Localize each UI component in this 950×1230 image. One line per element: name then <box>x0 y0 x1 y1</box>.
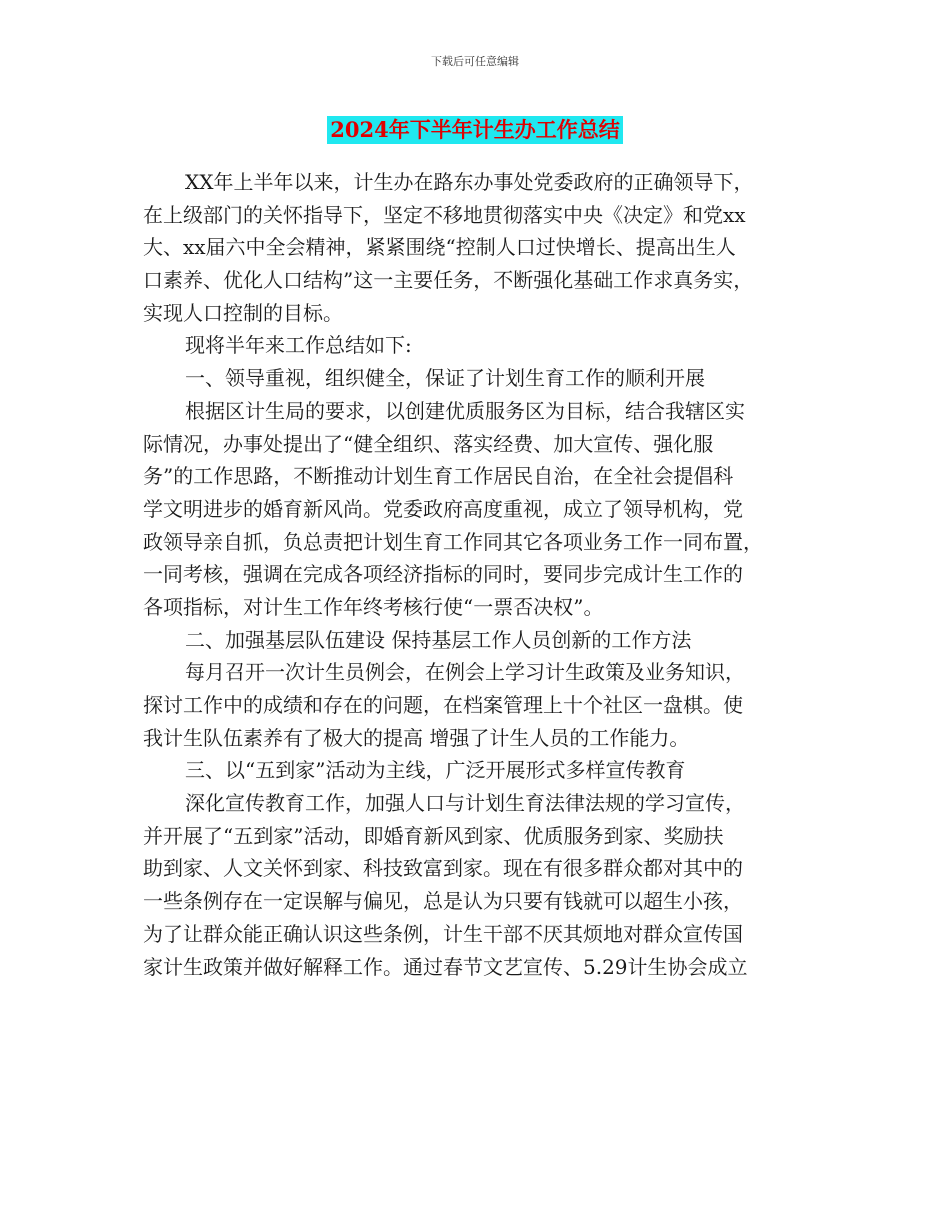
body-text-line: 根据区计生局的要求，以创建优质服务区为目标，结合我辖区实 <box>185 398 745 423</box>
body-text-line: 务”的工作思路，不断推动计划生育工作居民自治，在全社会提倡科 <box>143 464 734 489</box>
body-text-line: 各项指标，对计生工作年终考核行使“一票否决权”。 <box>143 594 604 619</box>
body-text-line: 学文明进步的婚育新风尚。党委政府高度重视，成立了领导机构，党 <box>143 496 743 521</box>
body-text-line: 二、加强基层队伍建设 保持基层工作人员创新的工作方法 <box>185 627 692 652</box>
body-text-line: 大、xx届六中全会精神，紧紧围绕“控制人口过快增长、提高出生人 <box>143 235 736 260</box>
document-title: 2024年下半年计生办工作总结 <box>327 116 622 144</box>
body-text-line: 我计生队伍素养有了极大的提高 增强了计生人员的工作能力。 <box>143 725 690 750</box>
title-container <box>0 116 950 144</box>
body-text-line: 助到家、人文关怀到家、科技致富到家。现在有很多群众都对其中的 <box>143 856 743 881</box>
body-text-line: 并开展了“五到家”活动，即婚育新风到家、优质服务到家、奖励扶 <box>143 823 724 848</box>
body-text-line: 每月召开一次计生员例会，在例会上学习计生政策及业务知识， <box>185 660 745 685</box>
body-text-line: 际情况，办事处提出了“健全组织、落实经费、加大宣传、强化服 <box>143 431 714 456</box>
body-text-line: 一、领导重视，组织健全，保证了计划生育工作的顺利开展 <box>185 366 705 391</box>
body-text-line: 口素养、优化人口结构”这一主要任务，不断强化基础工作求真务实， <box>143 268 754 293</box>
body-text-line: 一同考核，强调在完成各项经济指标的同时，要同步完成计生工作的 <box>143 562 743 587</box>
body-text-line: XX年上半年以来，计生办在路东办事处党委政府的正确领导下， <box>185 170 754 194</box>
body-text-line: 实现人口控制的目标。 <box>143 300 343 325</box>
body-text-line: 深化宣传教育工作，加强人口与计划生育法律法规的学习宣传， <box>185 791 745 816</box>
document-body <box>143 166 813 983</box>
body-text-line: 探讨工作中的成绩和存在的问题，在档案管理上十个社区一盘棋。使 <box>143 693 743 717</box>
body-text-line: 家计生政策并做好解释工作。通过春节文艺宣传、5.29计生协会成立 <box>143 954 748 979</box>
body-text-line: 三、以“五到家”活动为主线，广泛开展形式多样宣传教育 <box>185 758 686 783</box>
body-text-line: 政领导亲自抓，负总责把计划生育工作同其它各项业务工作一同布置， <box>143 529 763 554</box>
body-text-line: 在上级部门的关怀指导下，坚定不移地贯彻落实中央《决定》和党xx <box>143 202 746 227</box>
body-text-line: 现将半年来工作总结如下: <box>185 333 412 358</box>
body-text-line: 一些条例存在一定误解与偏见，总是认为只要有钱就可以超生小孩， <box>143 889 743 914</box>
body-text-line: 为了让群众能正确认识这些条例，计生干部不厌其烦地对群众宣传国 <box>143 921 743 946</box>
header-note: 下载后可任意编辑 <box>431 55 519 68</box>
